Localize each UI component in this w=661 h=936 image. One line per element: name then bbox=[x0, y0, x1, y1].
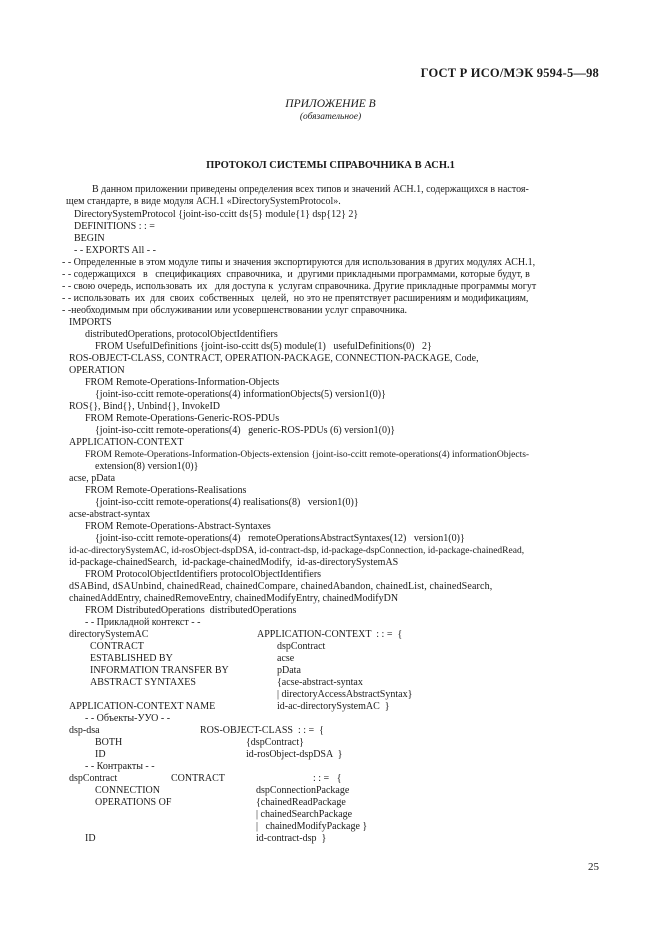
code-line: BOTH bbox=[95, 737, 123, 748]
code-line: distributedOperations, protocolObjectIdentifiers bbox=[85, 329, 278, 340]
code-line: {joint-iso-ccitt remote-operations(4) informationObjects(5) version1(0)} bbox=[95, 389, 386, 400]
code-line: id-ac-directorySystemAC, id-rosObject-dspDSA, id-contract-dsp, id-package-dspConnection, id-package-chainedRead, bbox=[69, 546, 525, 556]
code-line: ESTABLISHED BY bbox=[90, 653, 173, 664]
code-line: FROM Remote-Operations-Realisations bbox=[85, 485, 247, 496]
code-line: ROS-OBJECT-CLASS, CONTRACT, OPERATION-PACKAGE, CONNECTION-PACKAGE, Code, bbox=[69, 353, 479, 364]
code-line: | chainedModifyPackage } bbox=[256, 821, 368, 832]
code-line: acse-abstract-syntax bbox=[69, 509, 151, 520]
code-line: acse bbox=[277, 653, 295, 664]
code-line: dSABind, dSAUnbind, chainedRead, chainedCompare, chainedAbandon, chainedList, chainedSearch, bbox=[69, 581, 493, 592]
code-line: FROM Remote-Operations-Abstract-Syntaxes bbox=[85, 521, 271, 532]
code-line: dsp-dsa bbox=[69, 725, 100, 736]
code-line: id-package-chainedSearch, id-package-chainedModify, id-as-directorySystemAS bbox=[69, 557, 399, 568]
code-line: dspConnectionPackage bbox=[256, 785, 350, 796]
code-line: dspContract bbox=[277, 641, 326, 652]
code-line: FROM ProtocolObjectIdentifiers protocolObjectIdentifiers bbox=[85, 569, 322, 580]
comment-line: - -необходимым при обслуживании или усовершенствовании услуг справочника. bbox=[62, 305, 408, 316]
code-line: FROM Remote-Operations-Generic-ROS-PDUs bbox=[85, 413, 280, 424]
code-line: FROM DistributedOperations distributedOperations bbox=[85, 605, 297, 616]
code-line: pData bbox=[277, 665, 301, 676]
page-number: 25 bbox=[588, 861, 599, 873]
comment-line: - - содержащихся в спецификациях справочника, и другими прикладными программами, которые будут, в bbox=[62, 269, 530, 280]
code-line: directorySystemAC bbox=[69, 629, 149, 640]
code-line: dspContract bbox=[69, 773, 118, 784]
code-line: {acse-abstract-syntax bbox=[277, 677, 363, 688]
comment-line: - - Прикладной контекст - - bbox=[85, 617, 201, 628]
code-line: | chainedSearchPackage bbox=[256, 809, 353, 820]
comment-line: - - использовать их для своих собственных целей, но это не препятствует расширениям и модификациям, bbox=[62, 293, 529, 304]
code-line: FROM UsefulDefinitions {joint-iso-ccitt ds(5) module(1) usefulDefinitions(0) 2} bbox=[95, 341, 432, 352]
code-line: APPLICATION-CONTEXT NAME bbox=[69, 701, 216, 712]
definitions-line: DEFINITIONS : : = bbox=[74, 221, 155, 232]
section-title: ПРОТОКОЛ СИСТЕМЫ СПРАВОЧНИКА В АСН.1 bbox=[206, 160, 455, 171]
code-line: {dspContract} bbox=[246, 737, 304, 748]
code-line: CONNECTION bbox=[95, 785, 160, 796]
imports-keyword: IMPORTS bbox=[69, 317, 112, 328]
comment-line: - - Определенные в этом модуле типы и значения экспортируются для использования в других модулях АСН.1, bbox=[62, 257, 536, 268]
code-line: id-rosObject-dspDSA } bbox=[246, 749, 343, 760]
code-line: id-ac-directorySystemAC } bbox=[277, 701, 390, 712]
intro-paragraph-line-2: щем стандарте, в виде модуля АСН.1 «DirectorySystemProtocol». bbox=[66, 196, 341, 207]
begin-line: BEGIN bbox=[74, 233, 105, 244]
standard-header: ГОСТ Р ИСО/МЭК 9594-5—98 bbox=[420, 66, 599, 80]
code-line: : : = { bbox=[313, 773, 342, 784]
comment-line: - - свою очередь, использовать их для доступа к услугам справочника. Другие прикладные программы могут bbox=[62, 281, 537, 292]
code-line: ID bbox=[95, 749, 106, 760]
code-line: APPLICATION-CONTEXT bbox=[69, 437, 184, 448]
comment-line: - - Контракты - - bbox=[85, 761, 155, 772]
code-line: ROS-OBJECT-CLASS : : = { bbox=[200, 725, 324, 736]
code-line: CONTRACT bbox=[90, 641, 144, 652]
code-line: ABSTRACT SYNTAXES bbox=[90, 677, 196, 688]
code-line: id-contract-dsp } bbox=[256, 833, 327, 844]
code-line: extension(8) version1(0)} bbox=[95, 461, 199, 472]
code-line: {joint-iso-ccitt remote-operations(4) generic-ROS-PDUs (6) version1(0)} bbox=[95, 425, 396, 436]
code-line: {chainedReadPackage bbox=[256, 797, 346, 808]
code-line: {joint-iso-ccitt remote-operations(4) realisations(8) version1(0)} bbox=[95, 497, 359, 508]
module-header-line: DirectorySystemProtocol {joint-iso-ccitt ds{5} module{1} dsp{12} 2} bbox=[74, 209, 359, 220]
code-line: FROM Remote-Operations-Information-Objects-extension {joint-iso-ccitt remote-operations(4) informationObjects- bbox=[85, 450, 530, 460]
code-line: OPERATION bbox=[69, 365, 125, 376]
code-line: chainedAddEntry, chainedRemoveEntry, chainedModifyEntry, chainedModifyDN bbox=[69, 593, 399, 604]
code-line: APPLICATION-CONTEXT : : = { bbox=[257, 629, 403, 640]
comment-line: - - Объекты-УУО - - bbox=[85, 713, 171, 724]
code-line: | directoryAccessAbstractSyntax} bbox=[277, 689, 413, 700]
intro-paragraph-line-1: В данном приложении приведены определения всех типов и значений АСН.1, содержащихся в настоя- bbox=[92, 184, 529, 195]
code-line: INFORMATION TRANSFER BY bbox=[90, 665, 229, 676]
code-line: {joint-iso-ccitt remote-operations(4) remoteOperationsAbstractSyntaxes(12) version1(0)} bbox=[95, 533, 465, 544]
code-line: ID bbox=[85, 833, 96, 844]
code-line: FROM Remote-Operations-Information-Objects bbox=[85, 377, 280, 388]
code-line: ROS{}, Bind{}, Unbind{}, InvokeID bbox=[69, 401, 221, 412]
code-line: OPERATIONS OF bbox=[95, 797, 172, 808]
appendix-subtitle: (обязательное) bbox=[299, 112, 362, 122]
appendix-title: ПРИЛОЖЕНИЕ В bbox=[285, 98, 376, 110]
exports-comment: - - EXPORTS All - - bbox=[74, 245, 156, 256]
code-line: acse, pData bbox=[69, 473, 116, 484]
code-line: CONTRACT bbox=[171, 773, 225, 784]
